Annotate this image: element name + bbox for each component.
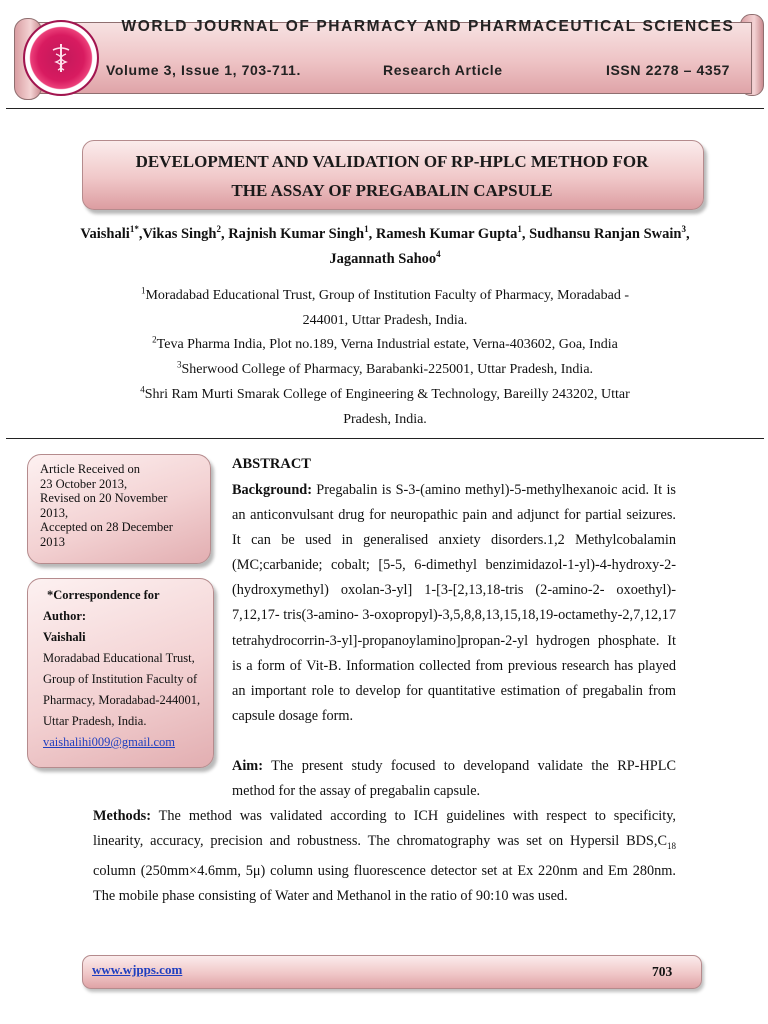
affiliation-sup: 2 xyxy=(152,334,157,345)
abstract-methods xyxy=(93,804,676,909)
author-sup: 3 xyxy=(681,224,686,235)
author: ,Vikas Singh xyxy=(138,226,217,242)
issn: ISSN 2278 – 4357 xyxy=(606,62,731,78)
author: , Rajnish Kumar Singh xyxy=(220,226,365,242)
methods-label: Methods: xyxy=(93,808,151,824)
author-sup: 1* xyxy=(129,224,139,235)
correspondence-heading: *Correspondence for xyxy=(47,588,160,602)
paper-title xyxy=(82,147,702,205)
aim-label: Aim: xyxy=(232,758,263,774)
correspondence xyxy=(43,585,213,753)
correspondence-email-link[interactable]: vaishalihi009@gmail.com xyxy=(43,735,175,749)
background-label: Background: xyxy=(232,482,312,498)
methods-text: The method was validated according to ICH guidelines with respect to specificity, linearity, accuracy, precision and robustness. The chromatography was set on Hypersil BDS,C xyxy=(93,808,676,850)
revised-year: 2013, xyxy=(40,505,69,520)
received-label: Article Received on xyxy=(40,462,140,476)
accepted-label: Accepted on 28 December xyxy=(40,520,173,534)
author-sup: 2 xyxy=(216,224,221,235)
methods-subscript: 18 xyxy=(667,840,676,851)
correspondence-address: Moradabad Educational Trust, Group of Institution Faculty of Pharmacy, Moradabad-244001, Uttar Pradesh, India. xyxy=(43,651,201,728)
caduceus-icon xyxy=(47,42,75,74)
abstract-aim xyxy=(232,754,676,804)
article-dates xyxy=(40,462,205,549)
abstract-heading: ABSTRACT xyxy=(232,456,311,472)
author: , Jagannath Sahoo xyxy=(329,226,690,267)
accepted-year: 2013 xyxy=(40,534,65,549)
affiliation-1 xyxy=(60,283,710,333)
affiliation-text: Teva Pharma India, Plot no.189, Verna Industrial estate, Verna-403602, Goa, India xyxy=(156,337,618,352)
affiliation-text: Pradesh, India. xyxy=(343,412,427,427)
affiliation-text: 244001, Uttar Pradesh, India. xyxy=(302,313,468,328)
revised-label: Revised on 20 November xyxy=(40,491,168,505)
journal-logo-icon xyxy=(23,20,99,96)
author-sup: 4 xyxy=(436,249,441,260)
correspondence-name: Vaishali xyxy=(43,630,86,644)
affiliation-2 xyxy=(60,332,710,357)
paper-title-line-2: THE ASSAY OF PREGABALIN CAPSULE xyxy=(231,181,553,200)
author: , Sudhansu Ranjan Swain xyxy=(521,226,682,242)
page-number: 703 xyxy=(652,964,673,979)
abstract-background xyxy=(232,478,676,729)
affiliation-text: Moradabad Educational Trust, Group of Institution Faculty of Pharmacy, Moradabad - xyxy=(145,288,630,303)
section-divider xyxy=(6,438,764,439)
journal-header-banner xyxy=(8,8,763,96)
affiliation-sup: 4 xyxy=(140,384,145,395)
affiliation-text: Sherwood College of Pharmacy, Barabanki-225001, Uttar Pradesh, India. xyxy=(181,362,594,377)
affiliation-text: Shri Ram Murti Smarak College of Engineering & Technology, Bareilly 243202, Uttar xyxy=(144,387,630,402)
volume-info: Volume 3, Issue 1, 703-711. xyxy=(106,62,301,78)
header-divider xyxy=(6,108,764,109)
author-sup: 1 xyxy=(364,224,369,235)
article-type: Research Article xyxy=(383,62,503,78)
affiliation-4 xyxy=(60,382,710,432)
affiliation-sup: 1 xyxy=(140,285,146,296)
author: Vaishali xyxy=(80,226,130,242)
aim-text: The present study focused to developand validate the RP-HPLC method for the assay of pregabalin capsule. xyxy=(232,758,676,800)
author-list xyxy=(60,222,710,272)
author-sup: 1 xyxy=(517,224,522,235)
affiliation-3 xyxy=(60,357,710,382)
background-text: Pregabalin is S-3-(amino methyl)-5-methylhexanoic acid. It is an anticonvulsant drug for neuropathic pain and adjunct for partial seizures. It can be used in generalised anxiety disorders.1,2 Methylcobalamin (MC;carbanide; cobalt; [5-5, 6-dimethyl benzimidazol-1-yl)-4-hydroxy-2-(hydroxymethyl) oxolan-3-yl] 1-[3-[2,13,18-tris (2-amino-2- oxoethyl)- 7,12,17- tris(3-amino- 3-oxopropyl)-3,5,8,8,13,15,18,19-octamethy-2,7,12,17 tetrahydrocorrin-3-yl]-propanoylamino]propan-2-yl hydrogen phosphate. It is a form of Vit-B. Information collected from previous research has played an important role to develop for quantitative estimation of pregabalin from capsule dosage form. xyxy=(232,482,676,724)
received-date: 23 October 2013, xyxy=(40,476,128,491)
affiliation-sup: 3 xyxy=(176,359,182,370)
methods-text: column (250mm×4.6mm, 5μ) column using fluorescence detector set at Ex 220nm and Em 280nm. The mobile phase consisting of Water and Methanol in the ratio of 90:10 was used. xyxy=(93,863,676,905)
paper-title-line-1: DEVELOPMENT AND VALIDATION OF RP-HPLC METHOD FOR xyxy=(135,152,649,171)
journal-website-link[interactable]: www.wjpps.com xyxy=(92,962,183,977)
journal-title: WORLD JOURNAL OF PHARMACY AND PHARMACEUTICAL SCIENCES xyxy=(121,18,735,35)
correspondence-heading-2: Author: xyxy=(43,609,87,623)
author: , Ramesh Kumar Gupta xyxy=(368,226,518,242)
